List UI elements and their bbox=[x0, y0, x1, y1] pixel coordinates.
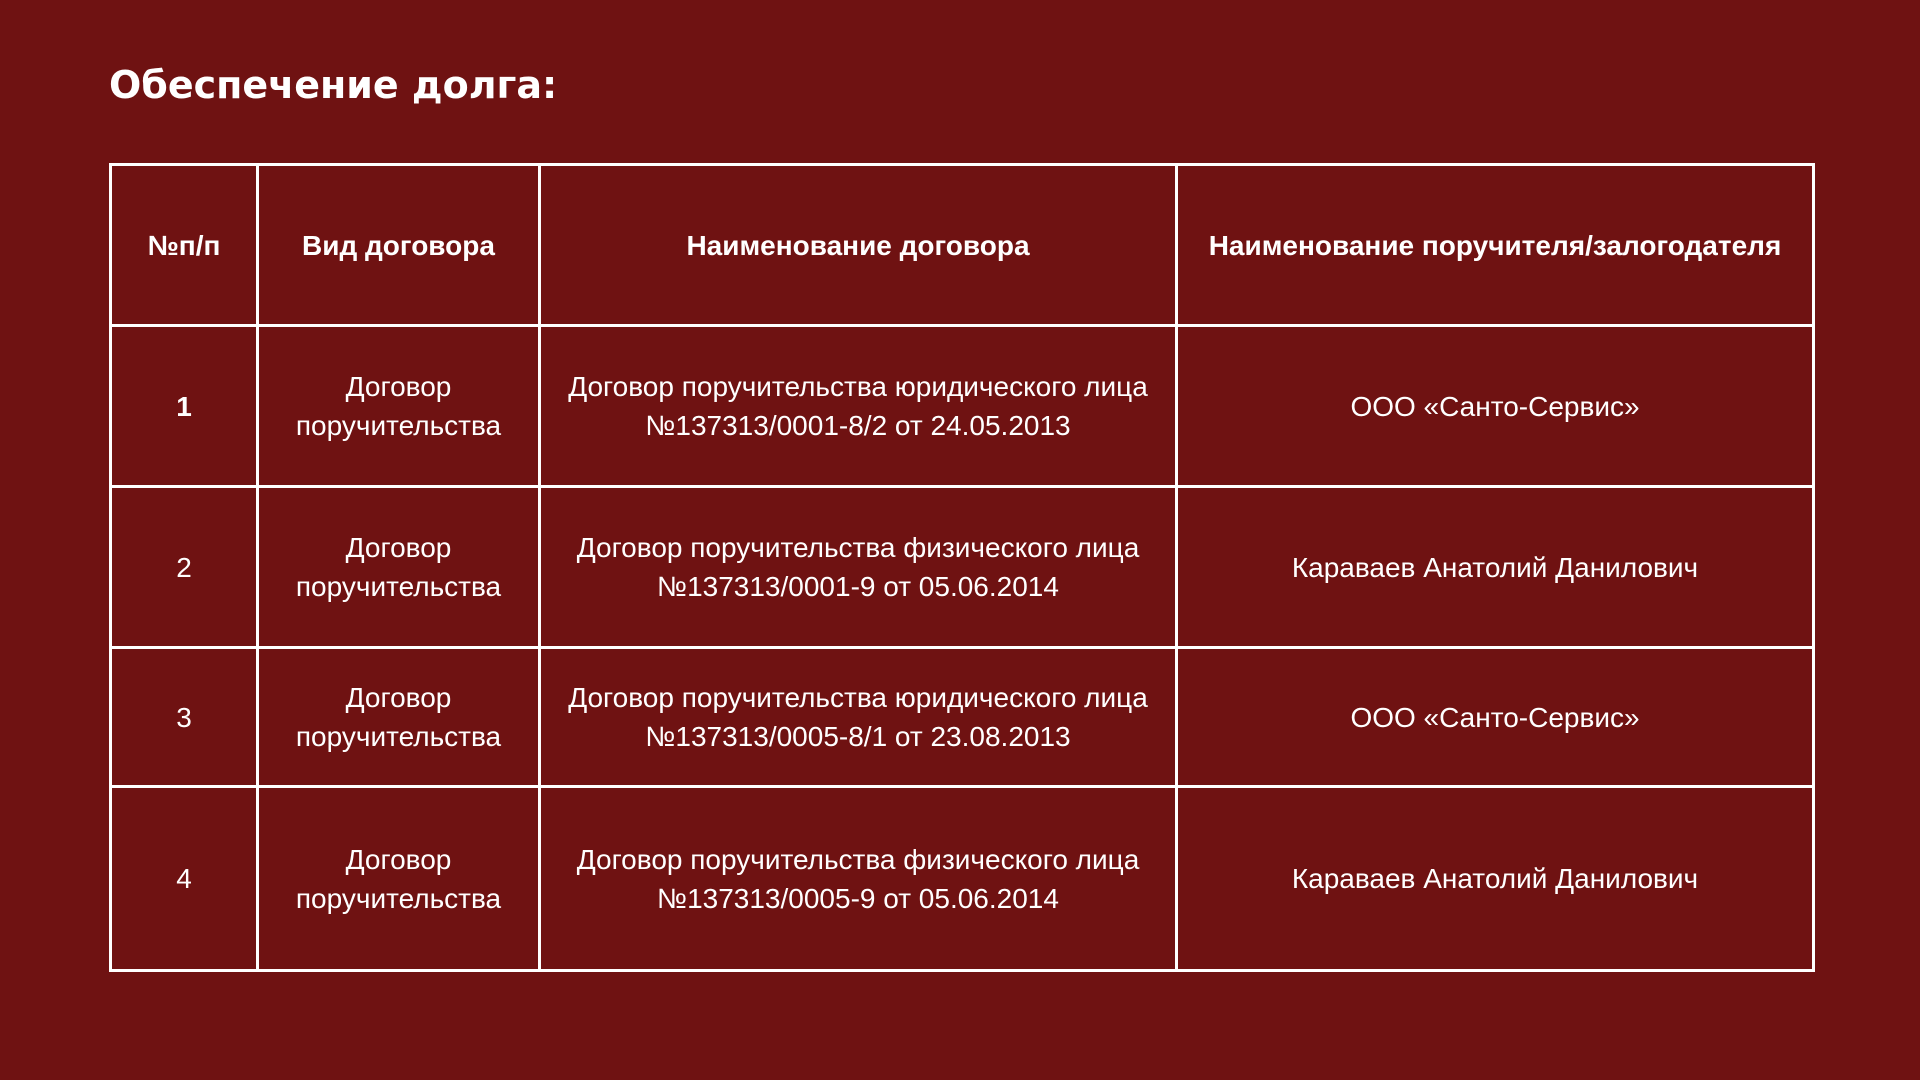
header-contract-type: Вид договора bbox=[258, 165, 540, 326]
debt-security-table-container bbox=[109, 163, 1812, 972]
row-guarantor-name: ООО «Санто-Сервис» bbox=[1177, 648, 1814, 787]
row-contract-type: Договор поручительства bbox=[258, 487, 540, 648]
table-row bbox=[111, 787, 1814, 971]
row-contract-type: Договор поручительства bbox=[258, 648, 540, 787]
row-contract-name: Договор поручительства юридического лица №137313/0005-8/1 от 23.08.2013 bbox=[540, 648, 1177, 787]
row-number: 3 bbox=[111, 648, 258, 787]
table-row bbox=[111, 326, 1814, 487]
table-row bbox=[111, 487, 1814, 648]
row-guarantor-name: Караваев Анатолий Данилович bbox=[1177, 487, 1814, 648]
row-contract-type: Договор поручительства bbox=[258, 787, 540, 971]
row-guarantor-name: ООО «Санто-Сервис» bbox=[1177, 326, 1814, 487]
table-header-row bbox=[111, 165, 1814, 326]
row-contract-name: Договор поручительства физического лица №137313/0005-9 от 05.06.2014 bbox=[540, 787, 1177, 971]
row-contract-name: Договор поручительства юридического лица №137313/0001-8/2 от 24.05.2013 bbox=[540, 326, 1177, 487]
header-number: №п/п bbox=[111, 165, 258, 326]
row-number: 1 bbox=[111, 326, 258, 487]
table-header bbox=[111, 165, 1814, 326]
table-row bbox=[111, 648, 1814, 787]
row-contract-name: Договор поручительства физического лица №137313/0001-9 от 05.06.2014 bbox=[540, 487, 1177, 648]
row-guarantor-name: Караваев Анатолий Данилович bbox=[1177, 787, 1814, 971]
table-body bbox=[111, 326, 1814, 971]
header-contract-name: Наименование договора bbox=[540, 165, 1177, 326]
header-guarantor-name: Наименование поручителя/залогодателя bbox=[1177, 165, 1814, 326]
debt-security-table bbox=[109, 163, 1815, 972]
row-number: 2 bbox=[111, 487, 258, 648]
page-title: Обеспечение долга: bbox=[109, 63, 558, 107]
row-contract-type: Договор поручительства bbox=[258, 326, 540, 487]
row-number: 4 bbox=[111, 787, 258, 971]
